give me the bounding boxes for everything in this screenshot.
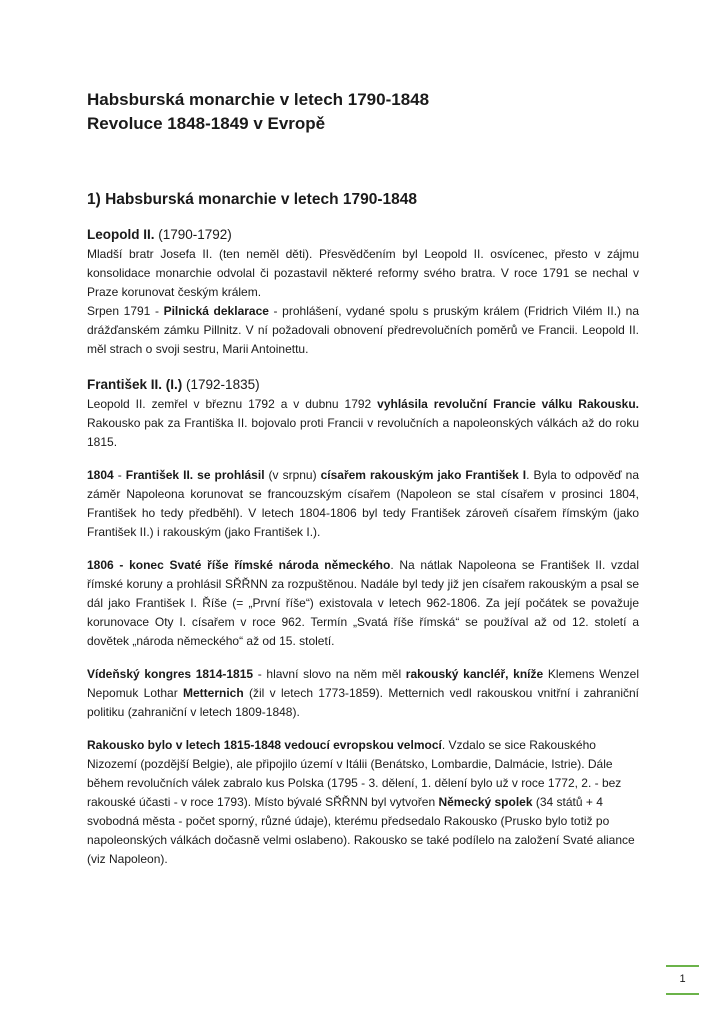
text-bold: František II. se prohlásil — [125, 468, 265, 482]
text-bold: Německý spolek — [438, 795, 533, 809]
text-bold: Vídeňský kongres 1814-1815 — [87, 667, 254, 681]
ruler-name-frantisek: František II. (I.) — [87, 377, 183, 392]
text-segment: (žil v letech 1773-1859). Metternich vedl rakouskou vnitřní i zahraniční politiku (zahraniční v letech 1809-1848). — [87, 686, 639, 719]
text-bold: 1806 - konec Svaté říše římské národa německého — [87, 558, 391, 572]
ruler-heading-frantisek — [87, 375, 639, 395]
ruler-years-frantisek: (1792-1835) — [182, 377, 260, 392]
text-segment: - hlavní slovo na něm měl — [253, 667, 406, 681]
ruler-heading-leopold — [87, 225, 639, 245]
text-bold: císařem rakouským jako František I — [320, 468, 527, 482]
title-line-2: Revoluce 1848-1849 v Evropě — [87, 114, 326, 133]
title-line-1: Habsburská monarchie v letech 1790-1848 — [87, 90, 430, 109]
text-bold: Metternich — [183, 686, 244, 700]
text-segment: . Byla to odpověď na záměr Napoleona korunovat se francouzským císařem (Napoleon se stal císařem v prosinci 1804, František ho tedy předběhl). V letech 1804-1806 byl tedy František zároveň císařem římským (jako František II.) i rakouským (jako František I.). — [87, 468, 640, 539]
paragraph-1804 — [87, 466, 639, 542]
text-segment: Rakousko pak za Františka II. bojovalo proti Francii v revolučních a napoleonských válkách až do roku 1815. — [87, 416, 639, 449]
text-segment: Leopold II. zemřel v březnu 1792 a v dubnu 1792 — [87, 397, 378, 411]
text-segment: (34 států + 4 svobodná města - počet sporný, různé údaje), kterému předsedalo Rakousko (Prusko bylo totiž po napoleonských válkách dočasně velmi oslabeno). Rakousko se také podílelo na založení Svaté aliance (viz Napoleon). — [87, 795, 635, 866]
text-segment: Klemens Wenzel Nepomuk Lothar — [87, 667, 639, 700]
text-bold: 1804 — [87, 468, 114, 482]
footer-rule-top — [666, 965, 699, 967]
text-bold: Rakousko bylo v letech 1815-1848 vedoucí evropskou velmocí — [87, 738, 442, 752]
footer-rule-bottom — [666, 993, 699, 995]
text-bold: vyhlásila revoluční Francie válku Rakousku. — [377, 397, 639, 411]
page-number: 1 — [679, 973, 686, 985]
text-segment: Srpen 1791 - — [87, 304, 164, 318]
paragraph-leopold-1: Mladší bratr Josefa II. (ten neměl děti). Přesvědčením byl Leopold II. osvícenec, přesto v zájmu konsolidace monarchie odvolal či pozastavil některé reformy svého bratra. V roce 1791 se nechal v Praze korunovat českým králem. — [87, 247, 639, 299]
text-bold: Pilnická deklarace — [163, 304, 269, 318]
text-segment: - prohlášení, vydané spolu s pruským králem (Fridrich Vilém II.) na drážďanském zámku Pillnitz. V ní požadovali obnovení předrevolučních poměrů ve Francii. Leopold II. měl strach o svoji sestru, Marii Antoinettu. — [87, 304, 639, 356]
ruler-name-leopold: Leopold II. — [87, 227, 155, 242]
document-body — [87, 88, 639, 869]
paragraph-rakousko — [87, 736, 639, 869]
text-bold: rakouský kancléř, kníže — [405, 667, 544, 681]
text-segment: . Vzdalo se sice Rakouského Nizozemí (pozdější Belgie), ale připojilo území v Itálii (Benátsko, Lombardie, Dalmácie, Istrie). Dále během revolučních válek zabralo kus Polska (1795 - 3. dělení, 1. dělení bylo už v roce 1772, 2. - bez rakouské účasti - v roce 1793). Místo bývalé SŘŘNN byl vytvořen — [87, 738, 622, 809]
paragraph-frantisek-1 — [87, 395, 639, 452]
section-heading-1: 1) Habsburská monarchie v letech 1790-1848 — [87, 191, 417, 208]
text-segment: (v srpnu) — [264, 468, 321, 482]
text-segment: - — [113, 468, 126, 482]
ruler-years-leopold: (1790-1792) — [154, 227, 232, 242]
paragraph-leopold-2 — [87, 302, 639, 359]
paragraph-kongres — [87, 665, 639, 722]
text-segment: . Na nátlak Napoleona se František II. vzdal římské koruny a prohlásil SŘŘNN za rozpuštěnou. Nadále byl tedy již jen císařem rakouským a psal se dál jako František I. Říše (= „První říše“) existovala v letech 962-1806. Za její počátek se považuje korunovace Oty I. císařem v roce 962. Termín „Svatá říše římská“ se používal až od 12. století a dovětek „národa německého“ až od 15. století. — [87, 558, 639, 648]
paragraph-1806 — [87, 556, 639, 651]
document-title — [87, 88, 639, 136]
